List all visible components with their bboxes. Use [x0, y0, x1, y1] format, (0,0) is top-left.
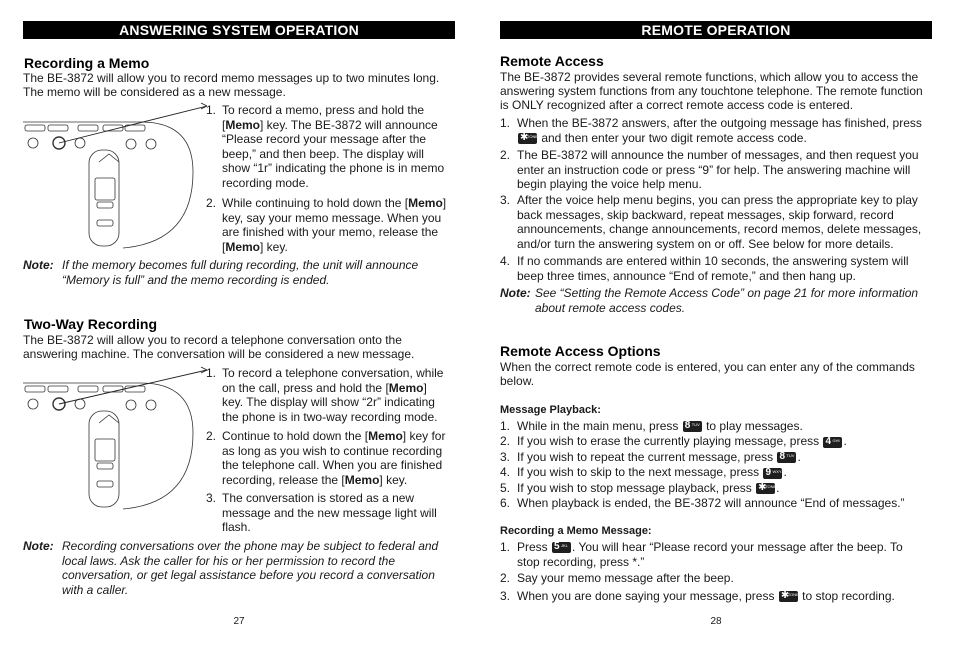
text-run: key. The display will show “2r” indicating — [222, 395, 435, 409]
memo-key-label: Memo — [368, 429, 403, 443]
text-run: and/or turn the answering system on or off. See below for more details. — [517, 236, 894, 251]
options-intro-2: below. — [500, 374, 535, 388]
memo-message-subheading: Recording a Memo Message: — [500, 525, 652, 537]
text-run: ] key. The BE-3872 will announce — [260, 117, 438, 132]
text-run: When the BE-3872 answers, after the outgoing message has finished, press — [517, 116, 922, 130]
remote-intro-2: answering system functions from any touchtone telephone. The remote function — [500, 84, 923, 98]
text-run: . You will hear “Please record your message after the beep. To — [572, 540, 903, 554]
phone-illustration-memo — [23, 102, 207, 250]
text-run: While continuing to hold down the [ — [222, 196, 409, 210]
section-banner: REMOTE OPERATION — [500, 21, 932, 39]
text-run: While in the main menu, press — [517, 419, 682, 433]
text-run: To record a memo, press and hold the — [222, 103, 425, 117]
keypad-star-icon: ✱ TONE — [520, 131, 539, 143]
options-intro-1: When the correct remote code is entered, you can enter any of the commands — [500, 360, 915, 374]
text-run: Say your memo message after the beep. — [517, 571, 734, 585]
text-run: recording, release the [ — [222, 472, 345, 487]
text-run: Press — [517, 540, 552, 554]
text-run: show “1r” indicating the phone is in memo — [222, 161, 445, 175]
text-run: To record a telephone conversation, while — [222, 366, 444, 380]
text-run: If you wish to erase the currently playing message, press — [517, 434, 823, 449]
memo-key-label: Memo — [225, 239, 261, 254]
keypad-5-icon: 5 JKL — [552, 542, 571, 553]
memo-intro-2: The memo will be considered as a new message. — [23, 85, 286, 99]
section-banner: ANSWERING SYSTEM OPERATION — [23, 21, 455, 39]
heading-recording-memo: Recording a Memo — [24, 55, 150, 71]
text-run: begin playing the voice help menu. — [517, 177, 702, 191]
keypad-star-icon: ✱ TONE — [780, 590, 799, 602]
text-run: . — [797, 449, 801, 464]
text-run: When playback is ended, the BE-3872 will announce “End of messages.” — [517, 496, 905, 510]
page-27: ANSWERING SYSTEM OPERATION Recording a Memo The BE-3872 will allow you to record memo messages up to two minutes long. The memo will be considered as a new message. 1. To record a memo, press and hold the [Memo] key. The BE-3872 will announce “Please record your message after the beep,” and then beep. The display will show “1r” indicating the phone is in memo recording mode. 2. While continuing to hold down the [Memo] key, say your memo message. When you are finished with your memo, release the [Memo] key. Note: If the memory becomes full during recording, the unit will announce “Memory is full” and the memo recording is ended. Two-Way Recording The BE-3872 will allow you to record a telephone conversation onto the answering machine. The conversation will be considered a new message. 1. To record a telephone conversation, while on the call, press and hold the [Memo] key. The display will show “2r” indicating the phone is in two-way recording mode. 2. Continue to hold down the [Memo] key for as long as you wish to continue recording the telephone call. When you are finished recording, release the [Memo] key. 3. The conversation is stored as a new message and the new message light will flash. Note: Recording conversations over the phone may be subject to federal and local laws. Ask the caller for his or her permission to record the conversation, or get legal assistance before you record a conversation with a caller. 27 — [23, 0, 455, 651]
text-run: The conversation is stored as a new — [222, 491, 415, 505]
text-run: If you wish to skip to the next message, press — [517, 465, 763, 480]
text-run: the phone is in two-way recording mode. — [222, 409, 438, 424]
text-run: ] key for — [402, 429, 446, 443]
text-run: enter an instruction code or press “9” for help. The answering machine will — [517, 162, 911, 177]
text-run: If you wish to stop message playback, press — [517, 480, 756, 495]
text-run: recording mode. — [222, 175, 309, 190]
phone-illustration-two-way — [23, 363, 207, 511]
keypad-star-icon: ✱ TONE — [758, 481, 777, 493]
text-run: [ — [222, 117, 226, 132]
text-run: beep,” and then beep. The display will — [222, 146, 424, 161]
text-run: key, say your memo message. When you — [222, 210, 442, 225]
text-run: The BE-3872 will announce the number of messages, and then request you — [517, 148, 919, 162]
text-run: and then enter your two digit remote access code. — [538, 130, 807, 145]
text-run: to play messages. — [702, 419, 803, 433]
memo-intro-1: The BE-3872 will allow you to record memo messages up to two minutes long. — [23, 71, 440, 85]
keypad-4-icon: 4 GHI — [823, 437, 842, 448]
text-run: If no commands are entered within 10 seconds, the answering system will — [517, 254, 909, 268]
keypad-9-icon: 9 WXYZ — [765, 466, 785, 478]
text-run: ] — [442, 196, 447, 210]
text-run: beep three times, announce “End of remote,” and then hang up. — [517, 268, 856, 283]
text-run: ] — [423, 380, 427, 395]
text-run: on the call, press and hold the [ — [222, 380, 389, 395]
text-run: back messages, skip backward, repeat messages, skip forward, record — [517, 207, 894, 222]
text-run: the telephone call. When you are finished — [222, 458, 443, 472]
text-run: “Please record your message after the — [222, 132, 427, 146]
text-run: message and the new message light will — [222, 505, 437, 520]
text-run: . — [776, 480, 780, 495]
twoway-intro-1: The BE-3872 will allow you to record a telephone conversation onto the — [23, 333, 402, 347]
text-run: announcements, change announcements, record memos, delete messages, — [517, 222, 922, 236]
heading-remote-options: Remote Access Options — [500, 343, 661, 359]
page-number: 27 — [233, 616, 245, 627]
text-run: Continue to hold down the [ — [222, 429, 369, 443]
text-run: If you wish to repeat the current message, press — [517, 449, 777, 464]
text-run: as long as you wish to continue recording — [222, 443, 443, 458]
remote-intro-3: is ONLY recognized after a correct remote access code is entered. — [500, 98, 854, 112]
playback-subheading: Message Playback: — [500, 404, 601, 416]
text-run: stop recording, press *.” — [517, 554, 645, 569]
text-run: flash. — [222, 520, 251, 534]
text-run: are finished with your memo, release the — [222, 225, 439, 239]
text-run: . — [843, 434, 847, 449]
memo-key-label: Memo — [388, 380, 424, 395]
text-run: ] key. — [260, 239, 288, 254]
text-run: . — [783, 465, 787, 480]
text-run: [ — [222, 239, 226, 254]
memo-key-label: Memo — [225, 117, 261, 132]
keypad-8-icon: 8 TUV — [779, 451, 795, 463]
page-number: 28 — [710, 616, 722, 627]
text-run: ] key. — [379, 472, 408, 487]
heading-remote-access: Remote Access — [500, 53, 604, 69]
twoway-intro-2: answering machine. The conversation will be considered a new message. — [23, 347, 415, 361]
text-run: After the voice help menu begins, you can press the appropriate key to play — [517, 193, 918, 207]
heading-two-way: Two-Way Recording — [24, 316, 157, 332]
page-28: REMOTE OPERATION Remote Access The BE-3872 provides several remote functions, which allow you to access the answering system functions from any touchtone telephone. The remote function is ONLY recognized after a correct remote access code is entered. 1. When the BE-3872 answers, after the outgoing message has finished, press ✱ TONE and then enter your two digit remote access code. 2. The BE-3872 will announce the number of messages, and then request you enter an instruction code or press “9” for help. The answering machine will begin playing the voice help menu. 3. After the voice help menu begins, you can press the appropriate key to play back messages, skip backward, repeat messages, skip forward, record announcements, change announcements, record memos, delete messages, and/or turn the answering system on or off. See below for more details. 4. If no commands are entered within 10 seconds, the answering system will beep three times, announce “End of remote,” and then hang up. Note: See “Setting the Remote Access Code” on page 21 for more information about remote access codes. Remote Access Options When the correct remote code is entered, you can enter any of the commands below. Message Playback: 1. While in the main menu, press 8 TUV to play messages. 2. If you wish to erase the currently playing message, press 4 GHI . 3. If you wish to repeat the current message, press 8 TUV . 4. If you wish to skip to the next message, press 9 WXYZ . 5. If you wish to stop message playback, press ✱ TONE . 6. When playback is ended, the BE-3872 will announce “End of messages.” Recording a Memo Message: 1. Press 5 JKL . You will hear “Please record your message after the beep. To stop recording, press *.” 2. Say your memo message after the beep. 3. When you are done saying your message, press ✱ TONE to stop recording. 28 — [500, 0, 932, 651]
text-run: to stop recording. — [798, 589, 895, 603]
text-run: When you are done saying your message, press — [517, 589, 778, 603]
remote-intro-1: The BE-3872 provides several remote functions, which allow you to access the — [500, 70, 919, 84]
keypad-8-icon: 8 TUV — [684, 420, 700, 432]
memo-key-label: Memo — [408, 196, 443, 210]
memo-key-label: Memo — [344, 472, 380, 487]
